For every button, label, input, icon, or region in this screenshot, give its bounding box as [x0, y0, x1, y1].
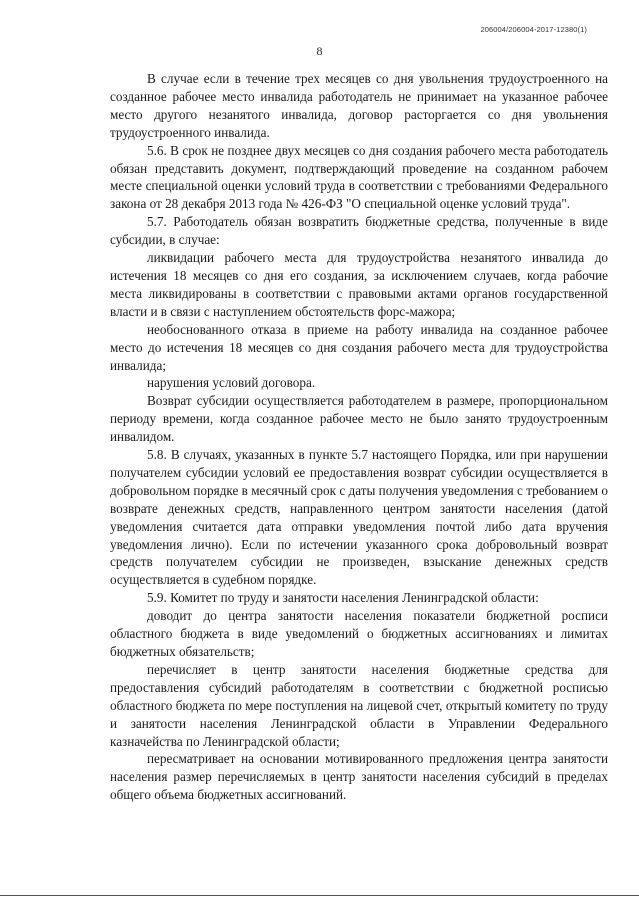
paragraph: необоснованного отказа в приеме на работу инвалида на созданное рабочее место до истечения 18 месяцев со дня создания рабочего места для трудоустройства инвалида;: [110, 321, 608, 373]
scan-edge-divider: [0, 895, 639, 896]
page-number: 8: [316, 44, 323, 58]
paragraph: Возврат субсидии осуществляется работодателем в размере, пропорциональном периоду времени, когда созданное рабочее место не было занято трудоустроенным инвалидом.: [110, 393, 608, 445]
paragraph: 5.6. В срок не позднее двух месяцев со дня создания рабочего места работодатель обязан представить документ, подтверждающий проведение на созданном рабочем месте специальной оценки условий труда в соответствии с требованиями Федерального закона от 28 декабря 2013 года № 426-ФЗ "О специальной оценке условий труда".: [110, 142, 608, 212]
paragraph: перечисляет в центр занятости населения бюджетные средства для предоставления субсидий работодателям в соответствии с бюджетной росписью областного бюджета по мере поступления на лицевой счет, открытый комитету по труду и занятости населения Ленинградской области в Управлении Федерального казначейства по Ленинградской области;: [110, 661, 608, 749]
document-code: 206004/206004-2017-12380(1): [480, 25, 587, 34]
document-body: [110, 70, 608, 804]
paragraph: ликвидации рабочего места для трудоустройства незанятого инвалида до истечения 18 месяцев со дня его создания, за исключением случаев, когда рабочие места ликвидированы в соответствии с правовыми актами органов государственной власти и в связи с наступлением обстоятельств форс-мажора;: [110, 250, 608, 319]
paragraph: нарушения условий договора.: [147, 375, 316, 391]
paragraph: В случае если в течение трех месяцев со дня увольнения трудоустроенного на созданное рабочее место инвалида работодатель не принимает на указанное рабочее место другого незанятого инвалида, договор расторгается со дня увольнения трудоустроенного инвалида.: [110, 71, 608, 140]
paragraph: 5.7. Работодатель обязан возвратить бюджетные средства, полученные в виде субсидии, в случае:: [110, 214, 608, 248]
paragraph: 5.8. В случаях, указанных в пункте 5.7 настоящего Порядка, или при нарушении получателем субсидии условий ее предоставления возврат субсидии осуществляется в добровольном порядке в месячный срок с даты получения уведомления с требованием о возврате денежных средств, направленного центром занятости населения (датой уведомления считается дата отправки уведомления почтой либо дата вручения уведомления лично). Если по истечении указанного срока добровольный возврат средств получателем субсидии не произведен, взыскание денежных средств осуществляется в судебном порядке.: [110, 447, 608, 588]
paragraph: 5.9. Комитет по труду и занятости населения Ленинградской области:: [147, 590, 539, 606]
paragraph: доводит до центра занятости населения показатели бюджетной росписи областного бюджета в виде уведомлений о бюджетных ассигнованиях и лимитах бюджетных обязательств;: [110, 608, 608, 659]
paragraph: пересматривает на основании мотивированного предложения центра занятости населения размер перечисляемых в центр занятости населения субсидий в пределах общего объема бюджетных ассигнований.: [110, 751, 608, 803]
